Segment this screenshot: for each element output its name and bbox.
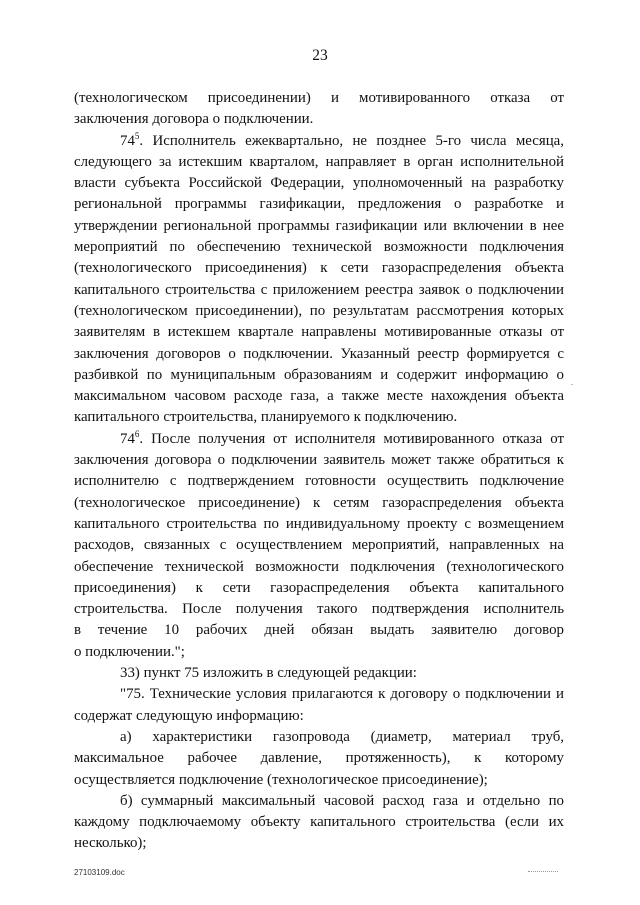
text-line: заявителям в истекшем квартале направлены мотивированные отказы от [74, 324, 564, 341]
text-line: строительства. После получения такого подтверждения исполнитель [74, 601, 564, 618]
text-line: присоединения) к сети газораспределения объекта капитального [74, 579, 564, 596]
footer-dotted-mark [528, 871, 558, 872]
text-line: а) характеристики газопровода (диаметр, материал труб, [120, 728, 564, 745]
text-line: $74^5$. Исполнитель ежеквартально, не позднее 5-го числа месяца, [120, 130, 564, 149]
paragraph-continuation [74, 88, 564, 131]
text-line: о подключении."; [74, 643, 185, 660]
text-line: заключения договора о подключении. [74, 111, 314, 128]
clause-number: $74^6$. [120, 428, 144, 447]
text-line: капитального строительства, планируемого к подключению. [74, 409, 458, 426]
scan-speck [571, 384, 573, 385]
footer-document-id: 27103109.doc [74, 868, 125, 877]
document-body [74, 88, 564, 855]
text-line: разбивкой по муниципальным образованиям и содержит информацию о [74, 366, 564, 383]
paragraph-subitem-b [74, 791, 564, 855]
text-line: 33) пункт 75 изложить в следующей редакции: [120, 665, 417, 682]
paragraph-item-33 [74, 663, 564, 684]
text-line: заключения договоров о подключении. Указанный реестр формируется с [74, 345, 564, 362]
text-line: следующего за истекшим кварталом, направляет в орган исполнительной [74, 153, 564, 170]
paragraph-clause-75 [74, 684, 564, 727]
text-line: осуществляется подключение (технологическое присоединение); [74, 771, 488, 788]
text-line: (технологическом присоединении) и мотивированного отказа от [74, 90, 564, 106]
text-line: утверждении региональной программы газификации или включении в нее [74, 217, 564, 234]
paragraph-clause-74-6 [74, 429, 564, 663]
page-number: 23 [312, 47, 328, 64]
paragraph-clause-74-5 [74, 131, 564, 429]
text-line: расходов, связанных с осуществлением мероприятий, направленных на [74, 537, 564, 554]
text-line: мероприятий по обеспечению технической возможности подключения [74, 239, 564, 256]
text-line: содержат следующую информацию: [74, 707, 304, 724]
text-line: каждому подключаемому объекту капитального строительства (если их [74, 814, 564, 831]
text-line: б) суммарный максимальный часовой расход газа и отдельно по [120, 792, 564, 809]
text-line: (технологическом присоединении), по результатам рассмотрения которых [74, 302, 564, 319]
text-line: максимальное рабочее давление, протяженность), к которому [74, 750, 564, 767]
text-line: заключения договора о подключении заявитель может также обратиться к [74, 452, 564, 469]
text-line: исполнителю с подтверждением готовности осуществить подключение [74, 473, 564, 490]
text-line: капитального строительства по индивидуальному проекту с возмещением [74, 515, 564, 532]
text-line: власти субъекта Российской Федерации, уполномоченный на разработку [74, 175, 564, 192]
text-line: (технологического присоединения) к сети газораспределения объекта [74, 260, 564, 277]
text-line: обеспечение технической возможности подключения (технологического [74, 558, 564, 575]
clause-number: $74^5$. [120, 130, 144, 149]
text-line: региональной программы газификации, предложения о разработке и [74, 196, 564, 213]
text-line: капитального строительства с приложением реестра заявок о подключении [74, 281, 564, 298]
text-line: максимальном часовом расходе газа, а также месте нахождения объекта [74, 388, 564, 405]
paragraph-subitem-a [74, 727, 564, 791]
text-line: в течение 10 рабочих дней обязан выдать заявителю договор [74, 622, 564, 639]
text-line: $74^6$. После получения от исполнителя мотивированного отказа от [120, 428, 564, 447]
text-line: несколько); [74, 835, 147, 852]
text-line: "75. Технические условия прилагаются к договору о подключении и [120, 686, 564, 703]
text-line: (технологическое присоединение) к сетям газораспределения объекта [74, 494, 564, 511]
